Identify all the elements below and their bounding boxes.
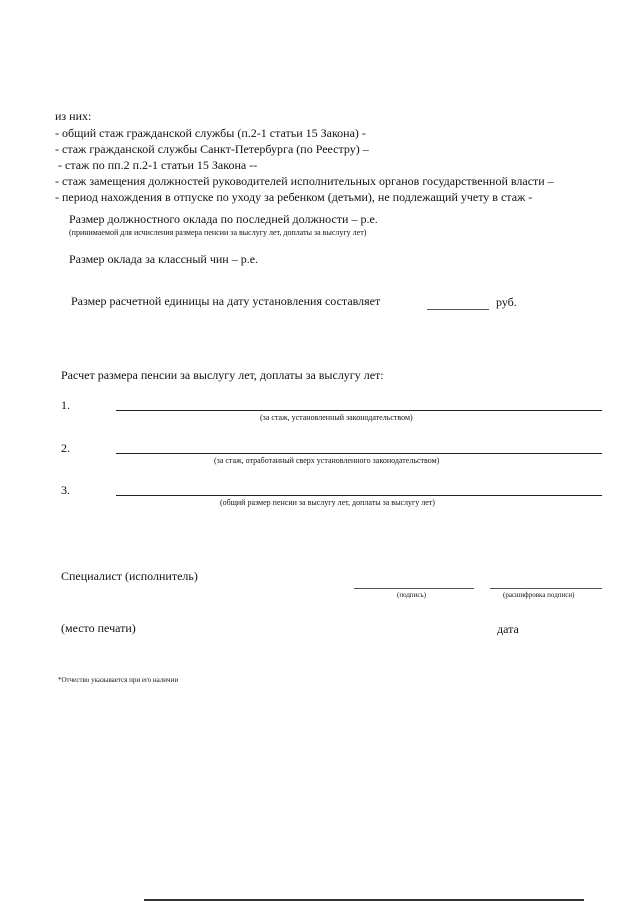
calc-row-line: [116, 495, 602, 496]
calc-row-caption: (за стаж, установленный законодательством): [260, 413, 413, 422]
signature-decode-line: [490, 588, 602, 589]
breakdown-item: - стаж замещения должностей руководителей исполнительных органов государственной власти –: [55, 174, 554, 188]
breakdown-item: - стаж гражданской службы Санкт-Петербурга (по Реестру) –: [55, 142, 369, 156]
official-salary-line: Размер должностного оклада по последней должности – р.е.: [69, 212, 378, 226]
calc-unit-line: Размер расчетной единицы на дату установления составляет: [71, 294, 381, 308]
signature-caption: (подпись): [397, 591, 427, 599]
specialist-label: Специалист (исполнитель): [61, 569, 198, 583]
calc-row-number: 1.: [61, 398, 70, 412]
calc-unit-blank: [427, 309, 489, 310]
official-salary-note: (принимаемой для исчисления размера пенсии за выслугу лет, доплаты за выслугу лет): [69, 228, 367, 237]
calc-row-caption: (за стаж, отработанный сверх установленного законодательством): [214, 456, 440, 465]
footnote: *Отчество указывается при его наличии: [58, 676, 179, 684]
stamp-label: (место печати): [61, 621, 136, 635]
breakdown-item: - общий стаж гражданской службы (п.2-1 статьи 15 Закона) -: [55, 126, 366, 140]
calc-row-number: 3.: [61, 483, 70, 497]
calc-unit-suffix: руб.: [496, 295, 517, 309]
calc-row-line: [116, 410, 602, 411]
class-rank-salary-line: Размер оклада за классный чин – р.е.: [69, 252, 259, 266]
calculation-heading: Расчет размера пенсии за выслугу лет, доплаты за выслугу лет:: [61, 368, 384, 382]
breakdown-item: - стаж по пп.2 п.2-1 статьи 15 Закона --: [55, 158, 258, 172]
signature-line: [354, 588, 474, 589]
breakdown-header: из них:: [55, 109, 92, 123]
calc-row-line: [116, 453, 602, 454]
signature-decode-caption: (расшифровка подписи): [503, 591, 575, 599]
calc-row-number: 2.: [61, 441, 70, 455]
bottom-rule: [144, 899, 584, 901]
breakdown-item: - период нахождения в отпуске по уходу за ребенком (детьми), не подлежащий учету в стаж -: [55, 190, 533, 204]
date-label: дата: [497, 622, 519, 636]
calc-row-caption: (общий размер пенсии за выслугу лет, доплаты за выслугу лет): [220, 498, 435, 507]
